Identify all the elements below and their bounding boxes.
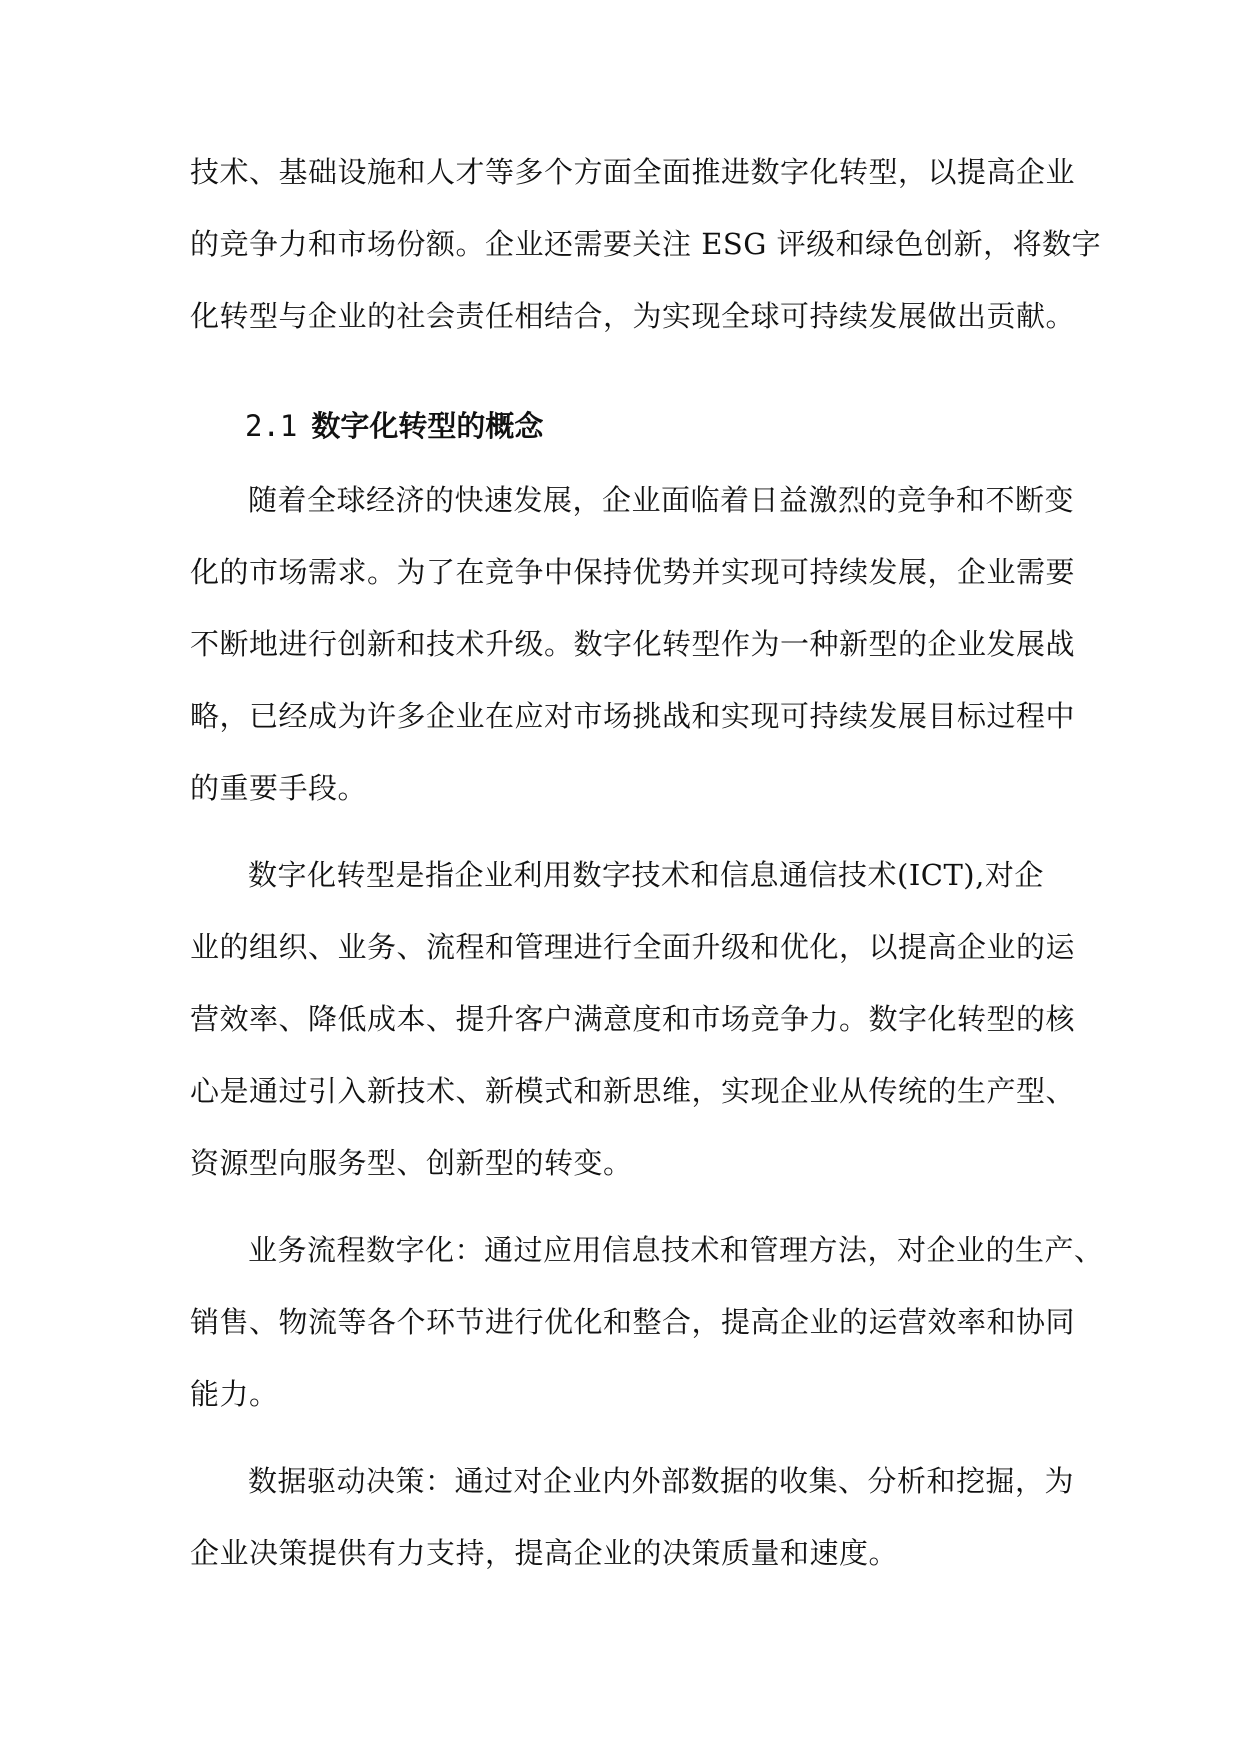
text-line: 资源型向服务型、创新型的转变。 bbox=[190, 1146, 633, 1180]
section-number: 2.1 bbox=[245, 409, 298, 443]
text-line: 略，已经成为许多企业在应对市场挑战和实现可持续发展目标过程中 bbox=[190, 699, 1076, 733]
text-line: 营效率、降低成本、提升客户满意度和市场竞争力。数字化转型的核 bbox=[190, 1002, 1076, 1036]
text-line: 数字化转型是指企业利用数字技术和信息通信技术(ICT),对企 bbox=[248, 858, 1044, 892]
text-line: 不断地进行创新和技术升级。数字化转型作为一种新型的企业发展战 bbox=[190, 627, 1076, 661]
text-line: 的重要手段。 bbox=[190, 771, 368, 805]
text-line: 随着全球经济的快速发展，企业面临着日益激烈的竞争和不断变 bbox=[248, 483, 1075, 517]
text-line: 业务流程数字化：通过应用信息技术和管理方法，对企业的生产、 bbox=[248, 1233, 1104, 1267]
text-line: 心是通过引入新技术、新模式和新思维，实现企业从传统的生产型、 bbox=[190, 1074, 1076, 1108]
text-line: 的竞争力和市场份额。企业还需要关注 ESG 评级和绿色创新，将数字 bbox=[190, 227, 1102, 261]
section-heading bbox=[245, 406, 543, 446]
section-title: 数字化转型的概念 bbox=[311, 409, 544, 443]
text-line: 数据驱动决策：通过对企业内外部数据的收集、分析和挖掘，为 bbox=[248, 1464, 1075, 1498]
text-line: 企业决策提供有力支持，提高企业的决策质量和速度。 bbox=[190, 1536, 899, 1570]
text-line: 技术、基础设施和人才等多个方面全面推进数字化转型，以提高企业 bbox=[190, 155, 1076, 189]
text-line: 业的组织、业务、流程和管理进行全面升级和优化，以提高企业的运 bbox=[190, 930, 1076, 964]
text-line: 能力。 bbox=[190, 1377, 279, 1411]
text-line: 化转型与企业的社会责任相结合，为实现全球可持续发展做出贡献。 bbox=[190, 299, 1076, 333]
text-line: 化的市场需求。为了在竞争中保持优势并实现可持续发展，企业需要 bbox=[190, 555, 1076, 589]
text-line: 销售、物流等各个环节进行优化和整合，提高企业的运营效率和协同 bbox=[190, 1305, 1076, 1339]
